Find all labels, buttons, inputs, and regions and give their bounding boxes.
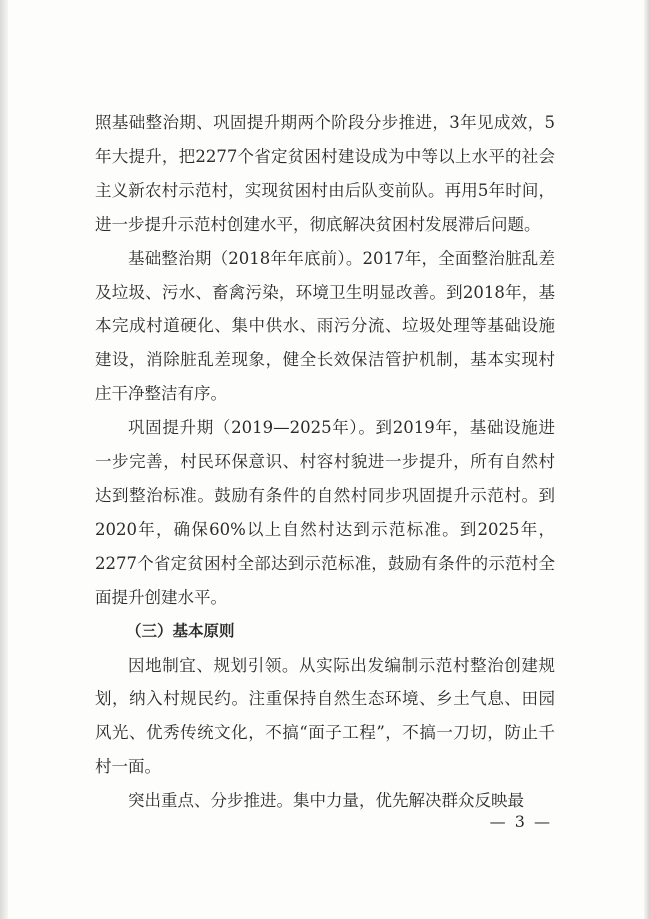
section-heading-basic-principles: （三）基本原则 — [126, 621, 235, 640]
paragraph-principle-local-conditions: 因地制宜、规划引领。从实际出发编制示范村整治创建规划，纳入村规民约。注重保持自然生态环境、乡土气息、田园风光、优秀传统文化，不搞“面子工程”，不搞一刀切，防止千村一面。 — [95, 655, 555, 777]
paragraph-consolidation-phase: 巩固提升期（2019—2025年）。到2019年，基础设施进一步完善，村民环保意识、村容村貌进一步提升，所有自然村达到整治标准。鼓励有条件的自然村同步巩固提升示范村。到2020年，确保60%以上自然村达到示范标准。到2025年，2277个省定贫困村全部达到示范标准，鼓励有条件的示范村全面提升创建水平。 — [95, 418, 555, 607]
page-body — [95, 106, 555, 818]
paragraph-principle-key-priorities: 突出重点、分步推进。集中力量，优先解决群众反映最 — [128, 791, 524, 811]
paragraph-basic-rectification-phase: 基础整治期（2018年年底前）。2017年，全面整治脏乱差及垃圾、污水、畜禽污染，环境卫生明显改善。到2018年，基本完成村道硬化、集中供水、雨污分流、垃圾处理等基础设施建设，消除脏乱差现象，健全长效保洁管护机制，基本实现村庄干净整洁有序。 — [95, 248, 555, 404]
page-number: — 3 — — [489, 812, 552, 831]
paragraph-overview: 照基础整治期、巩固提升期两个阶段分步推进，3年见成效，5年大提升，把2277个省定贫困村建设成为中等以上水平的社会主义新农村示范村，实现贫困村由后队变前队。再用5年时间，进一步提升示范村创建水平，彻底解决贫困村发展滞后问题。 — [95, 113, 555, 234]
